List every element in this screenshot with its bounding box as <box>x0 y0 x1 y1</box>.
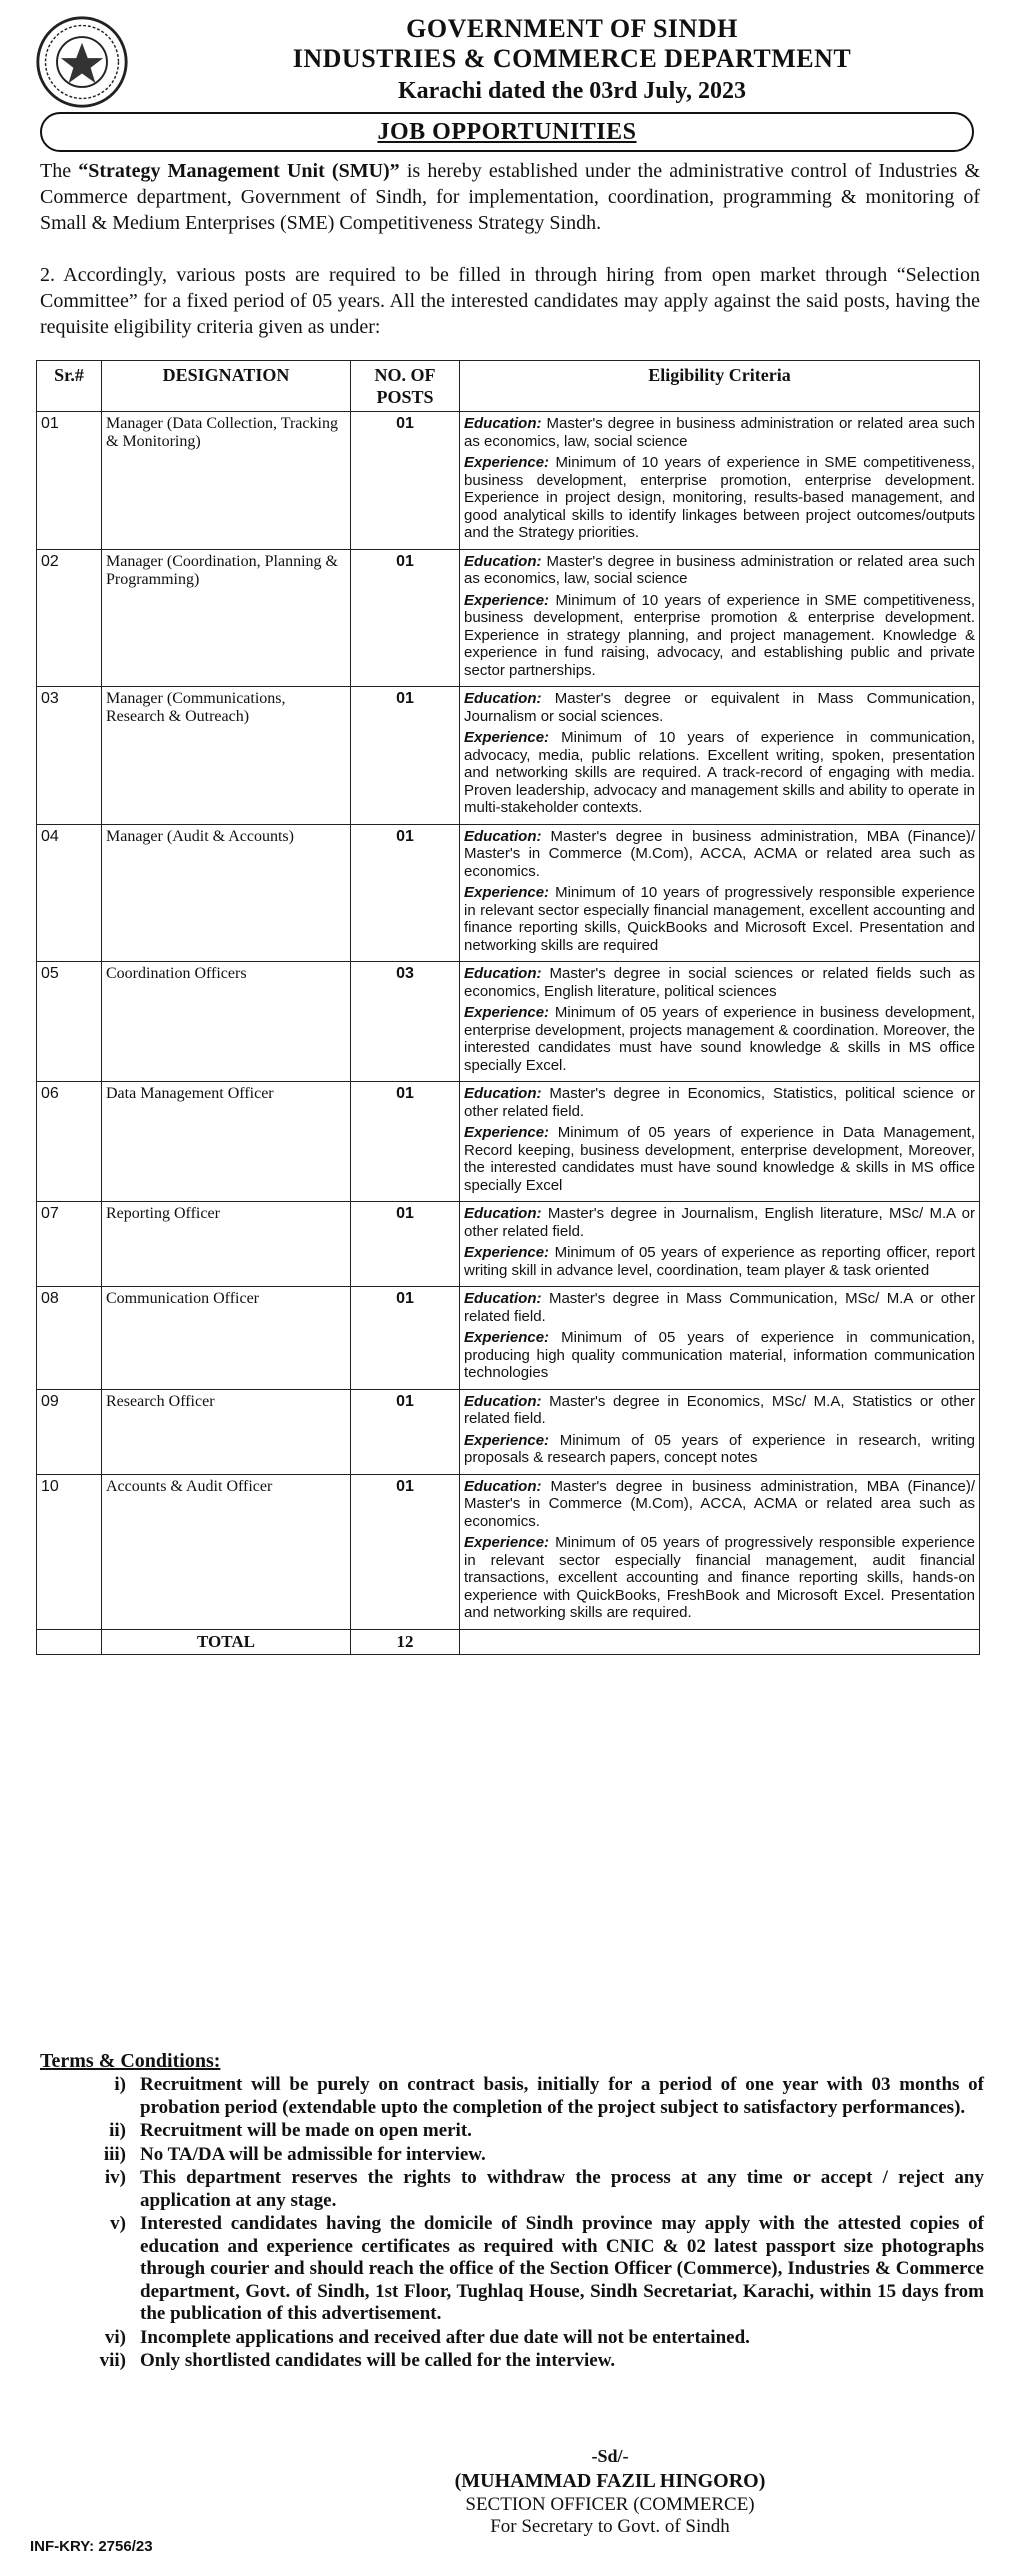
experience-label: Experience: <box>464 454 550 471</box>
experience-label: Experience: <box>464 591 550 609</box>
term-number: vi) <box>104 2326 126 2348</box>
term-item <box>40 2213 984 2326</box>
job-opportunities-banner: JOB OPPORTUNITIES <box>40 112 974 152</box>
education-block <box>464 690 975 725</box>
row-designation: Accounts & Audit Officer <box>102 1474 351 1629</box>
row-sr: 07 <box>37 1202 102 1287</box>
col-sr: Sr.# <box>37 361 102 412</box>
term-text: Recruitment will be purely on contract basis, initially for a period of one year with 03 months of probation period (extendable upto the completion of the project subject to satisfactory performances). <box>140 2074 984 2118</box>
term-number: i) <box>114 2074 126 2095</box>
experience-text: Minimum of 05 years of experience in communication, producing high quality communication material, information communication technologies <box>464 1329 975 1381</box>
term-item <box>40 2350 984 2373</box>
experience-block <box>464 592 975 680</box>
experience-label: Experience: <box>464 1329 550 1346</box>
table-row <box>37 962 980 1082</box>
total-empty-criteria <box>460 1629 980 1654</box>
experience-text: Minimum of 05 years of experience in business development, enterprise development, projects management & coordination. Moreover, the interested candidates must have sound knowledge & skills in MS office specially Excel. <box>464 1004 975 1074</box>
experience-block <box>464 884 975 954</box>
row-sr: 02 <box>37 549 102 687</box>
experience-label: Experience: <box>464 884 550 901</box>
experience-block <box>464 1432 975 1467</box>
experience-text: Minimum of 05 years of progressively responsible experience in relevant sector especially financial management, audit financial transactions, excellent accounting and finance reporting skills, hands-on experience with QuickBooks, FreshBook and Microsoft Excel. Presentation and networking skills are required. <box>464 1534 976 1621</box>
term-number: iv) <box>104 2167 126 2188</box>
education-label: Education: <box>464 552 542 570</box>
education-block <box>464 1205 975 1240</box>
table-row <box>37 412 980 550</box>
row-designation: Research Officer <box>102 1389 351 1474</box>
term-text: Incomplete applications and received after due date will not be entertained. <box>140 2326 750 2348</box>
term-item <box>40 2074 984 2119</box>
experience-label: Experience: <box>464 1534 550 1551</box>
hiring-paragraph: 2. Accordingly, various posts are required to be filled in through hiring from open market through “Selection Committee” for a fixed period of 05 years. All the interested candidates may apply against the said posts, having the requisite eligibility criteria given as under: <box>40 264 980 338</box>
row-designation: Coordination Officers <box>102 962 351 1082</box>
government-seal-icon <box>34 14 130 110</box>
row-criteria <box>460 1474 980 1629</box>
experience-text: Minimum of 10 years of experience in SME competitiveness, business development, enterprise promotion & enterprise development. Experience in strategy planning, and project management. Knowledge & experience in fund raising, advocacy, and establishing public and private sector partnerships. <box>464 591 975 679</box>
experience-text: Minimum of 10 years of experience in SME competitiveness, business development, enterprise promotion, enterprise development. Experience in project design, monitoring, results-based management, and good analytical skills to identify linkages between project outcomes/outputs and the Strategy priorities. <box>464 454 975 541</box>
education-text: Master's degree in business administration, MBA (Finance)/ Master's in Commerce (M.Com), ACCA, ACMA or related area such as economics. <box>464 827 975 880</box>
education-text: Master's degree in Economics, Statistics, political science or other related field. <box>464 1085 975 1120</box>
experience-block <box>464 1534 975 1622</box>
table-row <box>37 549 980 687</box>
term-item <box>40 2120 984 2143</box>
experience-text: Minimum of 05 years of experience as reporting officer, report writing skill in advance level, coordination, team player & task oriented <box>464 1244 975 1279</box>
education-text: Master's degree in business administration, MBA (Finance)/ Master's in Commerce (M.Com), ACCA, ACMA or related area such as economics. <box>464 1477 975 1530</box>
education-text: Master's degree in Mass Communication, MSc/ M.A or other related field. <box>464 1290 975 1325</box>
experience-text: Minimum of 10 years of progressively responsible experience in relevant sector especially financial management, excellent accounting and finance reporting skills, QuickBooks and Microsoft Excel. Presentation and networking skills are required <box>464 884 976 954</box>
row-criteria <box>460 412 980 550</box>
signatory-for: For Secretary to Govt. of Sindh <box>490 2516 730 2537</box>
row-sr: 09 <box>37 1389 102 1474</box>
term-text: This department reserves the rights to withdraw the process at any time or accept / reject any application at any stage. <box>140 2167 984 2211</box>
term-item <box>40 2144 984 2167</box>
row-posts: 01 <box>351 1082 460 1202</box>
row-sr: 05 <box>37 962 102 1082</box>
total-posts: 12 <box>351 1629 460 1654</box>
education-label: Education: <box>464 827 542 845</box>
education-block <box>464 1393 975 1428</box>
header-department: INDUSTRIES & COMMERCE DEPARTMENT <box>292 44 852 73</box>
row-criteria <box>460 1082 980 1202</box>
row-criteria <box>460 549 980 687</box>
table-row <box>37 1474 980 1629</box>
signatory-title: SECTION OFFICER (COMMERCE) <box>465 2494 755 2515</box>
row-criteria <box>460 687 980 825</box>
table-row <box>37 1202 980 1287</box>
experience-block <box>464 1124 975 1194</box>
row-designation: Manager (Data Collection, Tracking & Monitoring) <box>102 412 351 550</box>
experience-block <box>464 454 975 542</box>
row-posts: 01 <box>351 1202 460 1287</box>
table-row <box>37 1082 980 1202</box>
experience-block <box>464 1244 975 1279</box>
col-criteria: Eligibility Criteria <box>460 361 980 412</box>
education-block <box>464 828 975 881</box>
table-header-row <box>37 361 980 412</box>
term-number: v) <box>110 2213 126 2234</box>
row-posts: 01 <box>351 1474 460 1629</box>
experience-text: Minimum of 10 years of experience in communication, advocacy, media, public relations. Excellent writing, spoken, presentation and networking skills are required. A track-record of engaging with media. Proven leadership, advocacy and management skills and ability to operate in multi-stakeholder contexts. <box>464 729 975 816</box>
header-date: Karachi dated the 03rd July, 2023 <box>397 78 746 104</box>
row-posts: 01 <box>351 687 460 825</box>
education-block <box>464 553 975 588</box>
education-text: Master's degree in Journalism, English literature, MSc/ M.A or other related field. <box>464 1205 976 1240</box>
experience-text: Minimum of 05 years of experience in Data Management, Record keeping, business development, enterprise development, Moreover, the interested candidates must have sound knowledge & skills in MS office specially Excel <box>464 1124 975 1194</box>
row-posts: 01 <box>351 1389 460 1474</box>
term-text: Only shortlisted candidates will be called for the interview. <box>140 2350 616 2371</box>
education-label: Education: <box>464 965 542 982</box>
education-block <box>464 1085 975 1120</box>
signatory-name: (MUHAMMAD FAZIL HINGORO) <box>454 2470 766 2492</box>
table-row <box>37 1389 980 1474</box>
terms-list <box>40 2074 984 2374</box>
term-number: ii) <box>109 2120 126 2141</box>
intro-unit-name: “Strategy Management Unit (SMU)” <box>78 160 400 182</box>
col-posts: NO. OF POSTS <box>351 361 460 412</box>
education-text: Master's degree in Economics, MSc/ M.A, Statistics or other related field. <box>464 1392 976 1427</box>
signature-sd: -Sd/- <box>591 2446 629 2466</box>
experience-label: Experience: <box>464 1244 550 1261</box>
experience-label: Experience: <box>464 1431 550 1449</box>
education-block <box>464 965 975 1000</box>
experience-block <box>464 729 975 817</box>
row-sr: 10 <box>37 1474 102 1629</box>
intro-paragraph <box>40 158 980 236</box>
experience-block <box>464 1329 975 1382</box>
row-posts: 01 <box>351 1287 460 1390</box>
col-designation: DESIGNATION <box>102 361 351 412</box>
row-designation: Manager (Coordination, Planning & Programming) <box>102 549 351 687</box>
education-block <box>464 1290 975 1325</box>
row-criteria <box>460 1287 980 1390</box>
education-label: Education: <box>464 1205 542 1222</box>
row-posts: 01 <box>351 412 460 550</box>
education-block <box>464 415 975 450</box>
education-label: Education: <box>464 690 542 707</box>
term-text: No TA/DA will be admissible for interview. <box>140 2143 486 2165</box>
row-posts: 03 <box>351 962 460 1082</box>
education-label: Education: <box>464 1085 542 1102</box>
row-sr: 01 <box>37 412 102 550</box>
term-text: Interested candidates having the domicile of Sindh province may apply with the attested copies of education and experience certificates as required with CNIC & 02 latest passport size photographs through courier and should reach the office of the Section Officer (Commerce), Industries & Commerce department, Govt. of Sindh, 1st Floor, Tughlaq House, Sindh Secretariat, Karachi, within 15 days from the publication of this advertisement. <box>140 2213 984 2324</box>
total-empty-sr <box>37 1629 102 1654</box>
total-label: TOTAL <box>102 1629 351 1654</box>
education-label: Education: <box>464 1290 542 1307</box>
row-criteria <box>460 962 980 1082</box>
table-row <box>37 1287 980 1390</box>
row-sr: 04 <box>37 824 102 962</box>
job-posts-table <box>36 360 980 1655</box>
experience-label: Experience: <box>464 1004 550 1021</box>
row-criteria <box>460 1202 980 1287</box>
term-number: iii) <box>103 2143 126 2165</box>
row-sr: 06 <box>37 1082 102 1202</box>
experience-block <box>464 1004 975 1074</box>
term-number: vii) <box>99 2350 126 2371</box>
education-text: Master's degree or equivalent in Mass Communication, Journalism or social sciences. <box>464 690 976 725</box>
row-criteria <box>460 1389 980 1474</box>
education-text: Master's degree in business administration or related area such as economics, law, social science <box>464 415 975 450</box>
experience-label: Experience: <box>464 729 550 746</box>
experience-label: Experience: <box>464 1124 550 1141</box>
total-row <box>37 1629 980 1654</box>
row-designation: Manager (Communications, Research & Outreach) <box>102 687 351 825</box>
term-item <box>40 2167 984 2212</box>
row-posts: 01 <box>351 549 460 687</box>
education-label: Education: <box>464 415 542 432</box>
reference-number: INF-KRY: 2756/23 <box>30 2538 153 2555</box>
row-criteria <box>460 824 980 962</box>
term-text: Recruitment will be made on open merit. <box>140 2120 472 2141</box>
education-text: Master's degree in business administration or related area such as economics, law, social science <box>464 552 975 587</box>
education-label: Education: <box>464 1392 542 1410</box>
row-posts: 01 <box>351 824 460 962</box>
intro-body: is hereby established under the administrative control of Industries & Commerce department, Government of Sindh, for implementation, coordination, programming & monitoring of Small & Medium Enterprises (SME) Competitiveness Strategy Sindh. <box>40 160 981 234</box>
experience-text: Minimum of 05 years of experience in research, writing proposals & research papers, concept notes <box>464 1431 975 1466</box>
row-designation: Communication Officer <box>102 1287 351 1390</box>
row-sr: 03 <box>37 687 102 825</box>
table-row <box>37 824 980 962</box>
education-text: Master's degree in social sciences or related fields such as economics, English literature, political sciences <box>464 965 975 1000</box>
row-designation: Reporting Officer <box>102 1202 351 1287</box>
row-sr: 08 <box>37 1287 102 1390</box>
row-designation: Data Management Officer <box>102 1082 351 1202</box>
row-designation: Manager (Audit & Accounts) <box>102 824 351 962</box>
term-item <box>40 2327 984 2350</box>
table-row <box>37 687 980 825</box>
header-government: GOVERNMENT OF SINDH <box>406 14 738 43</box>
intro-prefix: The <box>40 160 79 182</box>
education-block <box>464 1478 975 1531</box>
education-label: Education: <box>464 1477 542 1495</box>
terms-title: Terms & Conditions: <box>40 2050 221 2072</box>
